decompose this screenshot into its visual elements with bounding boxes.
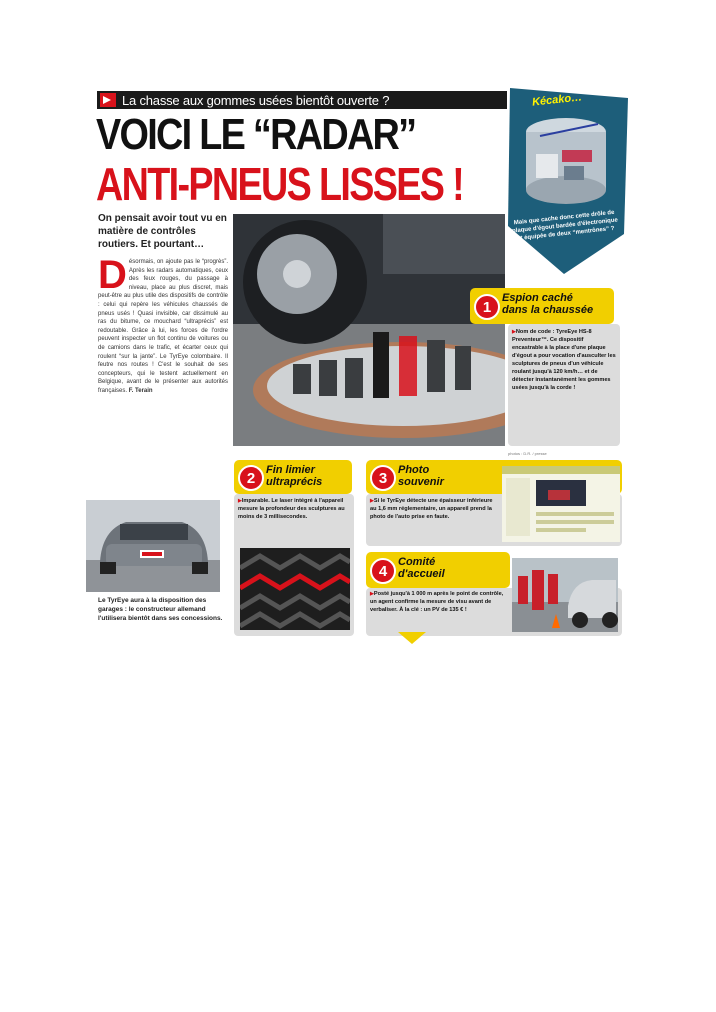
tire-tread-photo: [240, 548, 350, 630]
step-3-title-line-1: Photo: [398, 464, 430, 476]
step-2-title-line-2: ultraprécis: [266, 476, 323, 488]
dropcap: D: [98, 253, 127, 297]
kicker-text: La chasse aux gommes usées bientôt ouverte ?: [122, 92, 390, 108]
yellow-tab-marker: [398, 632, 426, 644]
step-2-number: 2: [238, 465, 264, 491]
tire-over-sensor-photo: [233, 214, 505, 446]
step-4-title: [398, 556, 445, 580]
step-3-title: [398, 464, 444, 488]
step-4-number: 4: [370, 558, 396, 584]
article-body: [98, 253, 228, 396]
car-photo-caption: Le TyrEye aura à la disposition des garages : le constructeur allemand l'utilisera bientôt dans ses concessions.: [98, 597, 223, 622]
step-1-number: 1: [474, 294, 500, 320]
step-1-title-line-1: Espion caché: [502, 292, 573, 304]
arrow-right-icon: [100, 93, 116, 107]
kecako-infobox: [500, 84, 630, 276]
software-screen-photo: [502, 466, 620, 542]
step-3-number: 3: [370, 465, 396, 491]
step-2-title-line-1: Fin limier: [266, 464, 315, 476]
car-front-photo: [86, 500, 220, 592]
police-checkpoint-photo: [512, 558, 618, 632]
kecako-text: Mais que cache donc cette drôle de plaque d'égout bardée d'électronique et équipée de deux “mentrônes” ?: [511, 209, 619, 243]
step-4-text: ▶ Posté jusqu'à 1 000 m après le point de contrôle, un agent confirme la mesure de visu avant de verbaliser. À la clé : un PV de 135 € !: [370, 590, 508, 614]
author-signature: F. Terain: [128, 387, 153, 394]
step-1-text: ▶ Nom de code : TyreEye HS-8 Preventeur™. Ce dispositif encastrable à la place d'une plaque d'égout a pour vocation d'ausculter les sculptures de pneus d'un véhicule roulant jusqu'à 120 km/h… et de détecter instantanément les gommes usées jusqu'à la corde !: [512, 328, 616, 392]
kecako-title: Kécako…: [531, 91, 583, 109]
step-2-title: [266, 464, 322, 488]
intro-paragraph: On pensait avoir tout vu en matière de contrôles routiers. Et pourtant…: [98, 213, 227, 250]
step-1-title-line-2: dans la chaussée: [502, 304, 594, 316]
article-text: ésormais, on ajoute pas le “progrès”. Après les radars automatiques, ceux des feux rouges, du passage à niveau, place au plus discret, mais peut-être au plus utile des dispositifs de contrôle : celui qui repère les véhicules chaussés de pneus usés ! Quasi invisible, car dissimulé au ras du bitume, ce mouchard “ultraprécis” est redoutable. Grâce à lui, les forces de l'ordre peuvent inspecter un flot continu de voitures ou de camions dans le trafic, et écarter ceux qui roulent “sur la jante”. Le TyrEye colombaire. Il feutre nos routes ! C'est le souhait de ses concepteurs, qui le testent actuellement en Belgique, avant de le présenter aux autorités françaises.: [98, 259, 228, 394]
step-3-title-line-2: souvenir: [398, 476, 444, 488]
kicker-bar: [97, 91, 507, 109]
step-3-text: ▶ Si le TyrEye détecte une épaisseur inférieure au 1,6 mm réglementaire, un appareil prend la photo de l'auto prise en faute.: [370, 497, 498, 521]
step-4-title-line-1: Comité: [398, 556, 436, 568]
headline-line-2: ANTI-PNEUS LISSES !: [96, 158, 464, 210]
photo-credit: photos : D.R. / presse: [508, 451, 547, 456]
headline-line-1: VOICI LE “RADAR”: [96, 110, 416, 159]
step-1-title: [502, 292, 593, 316]
step-4-title-line-2: d'accueil: [398, 568, 445, 580]
step-2-text: ▶ Imparable. Le laser intégré à l'appareil mesure la profondeur des sculptures au moins de 3 millisecondes.: [238, 497, 350, 521]
